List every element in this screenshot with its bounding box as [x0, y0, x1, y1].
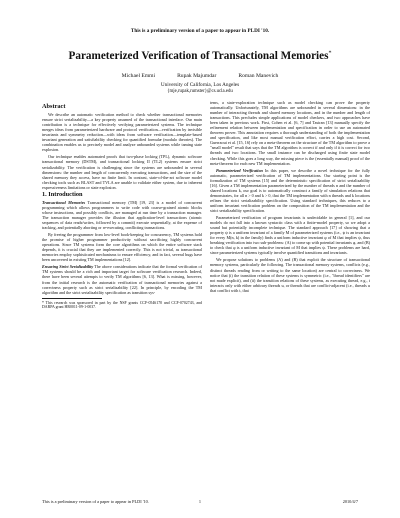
- preprint-notice-bottom: This is a preliminary version of a paper to appear in PLDI '10.: [42, 499, 149, 504]
- left-column: [42, 104, 202, 310]
- paragraph-text: Parameterized verification of program invariants is undecidable in general [1], and our models do not fall into a known syntactic class with a finite-model property, so we adopt a sound but potentially incomplete technique. The standard approach [17] of showing that a property ψ is a uniform invariant of a family M of parameterized systems (i.e., ψ is an invariant for every M(n, k) in the family) finds a uniform inductive invariant φ of M that implies ψ, thus breaking verification into two sub-problems: (A) to come up with potential invariants φ, and (B) to check that φ is a uniform inductive invariant of M that implies ψ. These problems are hard, since parameterized systems typically involve quantified transitions and invariants.: [210, 215, 370, 256]
- body-paragraph: [210, 100, 370, 166]
- abstract-heading: Abstract: [42, 103, 66, 110]
- paragraph-text: In this paper, we describe a novel technique for the fully automatic, parameterized verification of TM implementations. Our starting point is the formalization of TM systems [15] and the deterministic specification of strict serializability [16]. Given a TM implementation parameterized by the number of threads n and the number of shared locations k, our goal is to automatically construct a family of simulation relations that demonstrates, for all n > 0 and k > 0, that the TM implementation with n threads and k locations refines the strict serializability specification. Using standard techniques, this reduces to a uniform invariant verification problem on the composition of the TM implementation and the strict serializability specification.: [210, 167, 370, 213]
- paragraph-text: We propose solutions to problems (A) and (B) that exploit the structure of transactional memory systems, particularly the following. The transactional memory systems, conflicts (e.g., distinct threads reading from or writing to the same location) are central to correctness. We notice that (i) the transition relation of these systems is symmetric (i.e., "thread identifiers" are not made explicit), and (ii) the transition relations of these systems, as executing thread, e.g., t interacts only with either arbitrary threads u, or threads that are conflict-adjacent (i.e., threads u that conflict with t, that: [210, 257, 370, 293]
- section-heading-introduction: 1. Introduction: [42, 190, 83, 198]
- paragraph-text: tems, a state-exploration technique such as model checking can prove the property automatically. Unfortunately, TM algorithms are unbounded in several dimensions: in the number of interacting threads and shared memory locations, and in the number and length of transactions. This precludes simple applications of model checkers, and two approaches have been taken in previous work. First, Cohen et al. [6, 7] and Tasiran [13] manually specify the refinement relation between implementation and specification in order to use an automated theorem prover. This annotation requires a thorough understanding of both the implementation and specification, and like most manual verification effort, carries a high cost. Second, Guerraoui et al. [15, 16] rely on a meta-theorem on the structure of the TM algorithm to prove a "small model" result that says that the TM algorithm is correct if and only if it is correct for two threads and two locations. The small instance can be discharged using finite state model checking. While this goes a long way, the missing piece is the (essentially manual) proof of the meta-theorem for each new TM implementation.: [210, 100, 370, 166]
- body-paragraph: [210, 168, 370, 213]
- footnote-rule: [42, 298, 102, 299]
- paragraph-lead: Parameterized Verification: [216, 167, 263, 173]
- footnote: * This research was sponsored in part by the NSF grants CCF-0546170 and CCF-0702743, and DARPA grant HR0011-09-1-0037.: [42, 300, 202, 310]
- paragraph-text: The above considerations indicate that the formal verification of TM systems should be a rich and important target for software verification research. Indeed, there have been several attempts to verify TM algorithms [6, 13]. What is missing, however, from the initial research is the automatic verification of transactional memories against a correctness property such as strict serializability [22]. In principle, by encoding the TM algorithm and the strict serializability specification as transition sys-: [42, 264, 203, 295]
- affiliation: University of California, Los Angeles: [160, 82, 240, 88]
- paragraph-lead: Transactional Memories: [42, 199, 86, 205]
- paper-title-text: Parameterized Verification of Transactional Memories: [68, 50, 329, 62]
- body-paragraph: [210, 257, 370, 292]
- intro-paragraph: [42, 232, 202, 262]
- intro-paragraph: [42, 264, 202, 294]
- page-number: 1: [198, 499, 202, 504]
- paper-title: [0, 50, 400, 62]
- author-name: Roman Manevich: [238, 73, 279, 79]
- page-date: 2010/4/7: [342, 499, 358, 504]
- paragraph-text: Transactional memory (TM) [19, 23] is a model of concurrent programming which allows programmers to write code with coarse-grained atomic blocks whose instructions, and possibly conflicts, are managed at run time by a transaction manager. The transaction manager provides the illusion that application-level transactions (atomic sequences of data reads/writes, followed by a commit) execute sequentially, at the expense of tracking, and potentially aborting or re-executing, conflicting transactions.: [42, 199, 202, 231]
- title-footnote-mark: *: [328, 50, 332, 57]
- author-name: Rupak Majumdar: [177, 73, 217, 79]
- abstract-paragraph: Our technique enables automated proofs that two-phase locking (TPL), dynamic software transactional memory (DSTM), and transactional locking II (TL2) systems ensure strict serializability. The verification is challenging since the systems are unbounded in several dimensions: the number and length of concurrently executing transactions, and the size of the shared memory they access, have no finite limit. In contrast, state-of-the-art software model checking tools such as BLAST and TVLA are unable to validate either system, due to inherent expressiveness limitations or state explosion.: [42, 154, 202, 190]
- author-email: {mje,rupak,rumster}@cs.ucla.edu: [167, 89, 233, 94]
- right-column: [210, 100, 370, 295]
- paragraph-lead: Ensuring Strict Serializability: [42, 264, 94, 270]
- body-paragraph: [210, 215, 370, 255]
- paragraph-text: By freeing the programmer from low-level book-keeping for concurrency, TM systems hold the promise of higher programmer productivity without sacrificing highly concurrent operations. Since TM systems form the core algorithms on which the entire software stack depends, it is crucial that they are implemented correctly. This is not trivial, as transactional memories employ sophisticated mechanisms to ensure efficiency, and in fact, several bugs have been uncovered in existing TM implementations [12].: [42, 232, 202, 263]
- author-list: [0, 73, 400, 79]
- author-name: Michael Emmi: [121, 73, 156, 79]
- intro-paragraph: [42, 200, 202, 230]
- preprint-notice-top: This is a preliminary version of a paper to appear in PLDI '10.: [130, 28, 270, 34]
- abstract-paragraph: We describe an automatic verification method to check whether transactional memories ensure strict serializability—a key property assumed of the transactional interface. Our main contribution is a technique for effectively verifying parameterized systems. The technique merges ideas from parameterized hardware and protocol verification—verification by invisible invariants and symmetry reduction—with ideas from software verification—template-based invariant generation and satisfiability checking for quantified formulæ (modulo theories). The combination enables us to precisely model and analyze unbounded systems while taming state explosion.: [42, 112, 202, 153]
